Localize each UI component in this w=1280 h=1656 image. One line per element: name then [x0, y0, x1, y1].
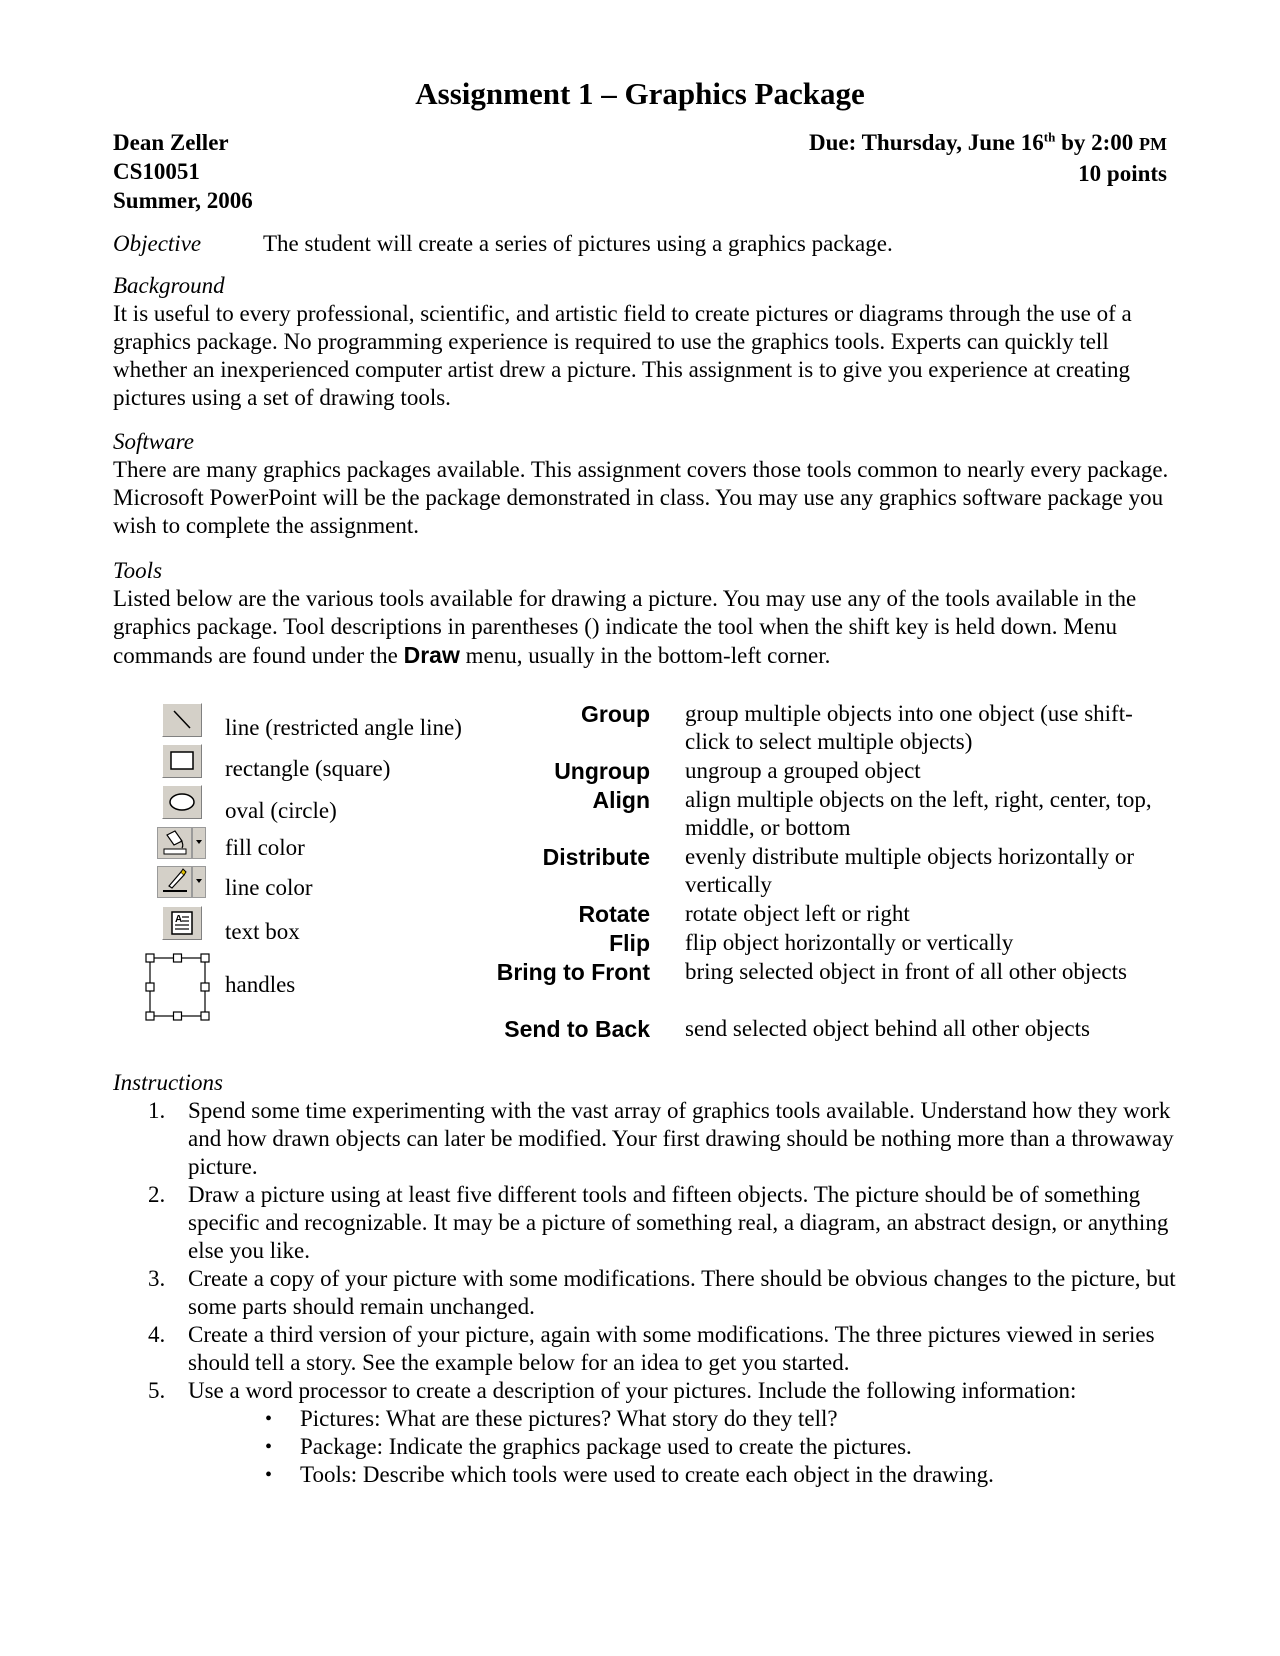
- tool-item-text-box: [145, 906, 300, 944]
- objective-row: [113, 230, 893, 258]
- bullet-item: [113, 1461, 1183, 1489]
- item-text: Create a third version of your picture, again with some modifications. The three pictures viewed in series should tell a story. See the example below for an idea to get you started.: [188, 1322, 1155, 1375]
- list-item: [113, 1377, 1183, 1405]
- background-section: [113, 272, 1173, 412]
- points: 10 points: [1078, 161, 1167, 186]
- command-name: Align: [592, 787, 650, 813]
- tool-item-oval: [145, 785, 337, 823]
- command-name: Group: [581, 701, 650, 727]
- due-sup: th: [1043, 129, 1056, 145]
- command-desc: group multiple objects into one object (use shift-click to select multiple objects): [685, 701, 1133, 754]
- command-desc: bring selected object in front of all other objects: [685, 959, 1127, 984]
- item-text: Create a copy of your picture with some modifications. There should be obvious changes to the picture, but some parts should remain unchanged.: [188, 1266, 1176, 1319]
- list-item: [113, 1321, 1183, 1377]
- tool-label: line (restricted angle line): [225, 715, 462, 740]
- command-desc: evenly distribute multiple objects horizontally or vertically: [685, 844, 1135, 897]
- due-time: by 2:00: [1055, 130, 1140, 155]
- tool-label: text box: [225, 919, 300, 944]
- header-right: [809, 128, 1167, 188]
- svg-text:A: A: [175, 914, 183, 925]
- tools-text: [113, 585, 1173, 670]
- item-text: Draw a picture using at least five different tools and fifteen objects. The picture should be of something specific and recognizable. It may be a picture of something real, a diagram, an abstract design, or anything else you like.: [188, 1182, 1169, 1263]
- list-item: [113, 1265, 1183, 1321]
- draw-menu-word: Draw: [403, 642, 460, 668]
- bullet-item: [113, 1405, 1183, 1433]
- item-number: 5.: [148, 1378, 166, 1403]
- objective-label: Objective: [113, 231, 202, 256]
- software-heading: Software: [113, 429, 194, 454]
- oval-tool-icon: [162, 785, 202, 819]
- header-left: [113, 128, 253, 215]
- list-item: [113, 1097, 1183, 1181]
- tools-heading: Tools: [113, 558, 163, 583]
- tool-label: handles: [225, 972, 296, 997]
- command-name: Distribute: [542, 844, 650, 870]
- bullet-text: Pictures: What are these pictures? What story do they tell?: [300, 1406, 838, 1431]
- bullet-item: [113, 1433, 1183, 1461]
- background-text: It is useful to every professional, scientific, and artistic field to create pictures or diagrams through the use of a graphics package. No programming experience is required to use the graphics tools. Experts can quickly tell whether an inexperienced computer artist drew a picture. This assignment is to give you experience at creating pictures using a set of drawing tools.: [113, 301, 1132, 410]
- bullet-text: Tools: Describe which tools were used to create each object in the drawing.: [300, 1462, 994, 1487]
- tools-text-before: Listed below are the various tools available for drawing a picture. You may use any of the tools available in the graphics package. Tool descriptions in parentheses () indicate the tool when the shift key is held down. Menu commands are found under the: [113, 586, 1137, 668]
- command-name: Rotate: [578, 901, 650, 927]
- command-name: Send to Back: [504, 1016, 650, 1042]
- instructions-heading: Instructions: [113, 1070, 223, 1095]
- tool-label: oval (circle): [225, 798, 337, 823]
- bullet-icon: •: [265, 1436, 273, 1458]
- term: Summer, 2006: [113, 188, 253, 213]
- instructions-list: [113, 1097, 1183, 1489]
- tool-label: fill color: [225, 835, 305, 860]
- tools-section: [113, 557, 1173, 670]
- software-section: [113, 428, 1173, 540]
- tool-label: rectangle (square): [225, 756, 391, 781]
- fill-color-icon: [157, 827, 207, 859]
- command-desc: flip object horizontally or vertically: [685, 930, 1014, 955]
- command-name: Bring to Front: [496, 959, 650, 985]
- software-text: There are many graphics packages available. This assignment covers those tools common to nearly every package. Microsoft PowerPoint will be the package demonstrated in class. You may use any graphics software package you wish to complete the assignment.: [113, 457, 1169, 538]
- bullet-list: [113, 1405, 1183, 1489]
- text-box-icon: [162, 906, 202, 940]
- command-name: Ungroup: [554, 758, 650, 784]
- line-color-icon: [157, 866, 207, 898]
- bullet-text: Package: Indicate the graphics package used to create the pictures.: [300, 1434, 912, 1459]
- author-name: Dean Zeller: [113, 130, 229, 155]
- course-code: CS10051: [113, 159, 200, 184]
- handles-icon: [145, 953, 211, 1023]
- command-desc: send selected object behind all other objects: [685, 1016, 1090, 1041]
- document-title: Assignment 1 – Graphics Package: [415, 76, 865, 111]
- bullet-icon: •: [265, 1464, 273, 1486]
- item-text: Spend some time experimenting with the vast array of graphics tools available. Understand how they work and how drawn objects can later be modified. Your first drawing should be nothing more than a throwaway picture.: [188, 1098, 1174, 1179]
- line-tool-icon: [162, 703, 202, 737]
- bullet-icon: •: [265, 1408, 273, 1430]
- due-prefix: Due: Thursday, June 16: [808, 130, 1044, 155]
- tool-item-rectangle: [145, 744, 391, 782]
- item-text: Use a word processor to create a description of your pictures. Include the following information:: [188, 1378, 1077, 1403]
- item-number: 2.: [148, 1182, 166, 1207]
- item-number: 4.: [148, 1322, 166, 1347]
- background-heading: Background: [113, 273, 225, 298]
- command-name: Flip: [609, 930, 650, 956]
- tool-item-line: [145, 703, 462, 741]
- item-number: 1.: [148, 1098, 166, 1123]
- command-desc: align multiple objects on the left, right, center, top, middle, or bottom: [685, 787, 1152, 840]
- due-date: [809, 128, 1167, 159]
- command-desc: rotate object left or right: [685, 901, 910, 926]
- rectangle-tool-icon: [162, 744, 202, 778]
- bullet-list-container: [113, 1405, 1183, 1489]
- tools-text-after: menu, usually in the bottom-left corner.: [459, 643, 831, 668]
- due-pm: PM: [1139, 134, 1167, 154]
- item-number: 3.: [148, 1266, 166, 1291]
- command-desc: ungroup a grouped object: [685, 758, 921, 783]
- objective-text: The student will create a series of pictures using a graphics package.: [263, 231, 893, 256]
- tool-label: line color: [225, 875, 313, 900]
- list-item: [113, 1181, 1183, 1265]
